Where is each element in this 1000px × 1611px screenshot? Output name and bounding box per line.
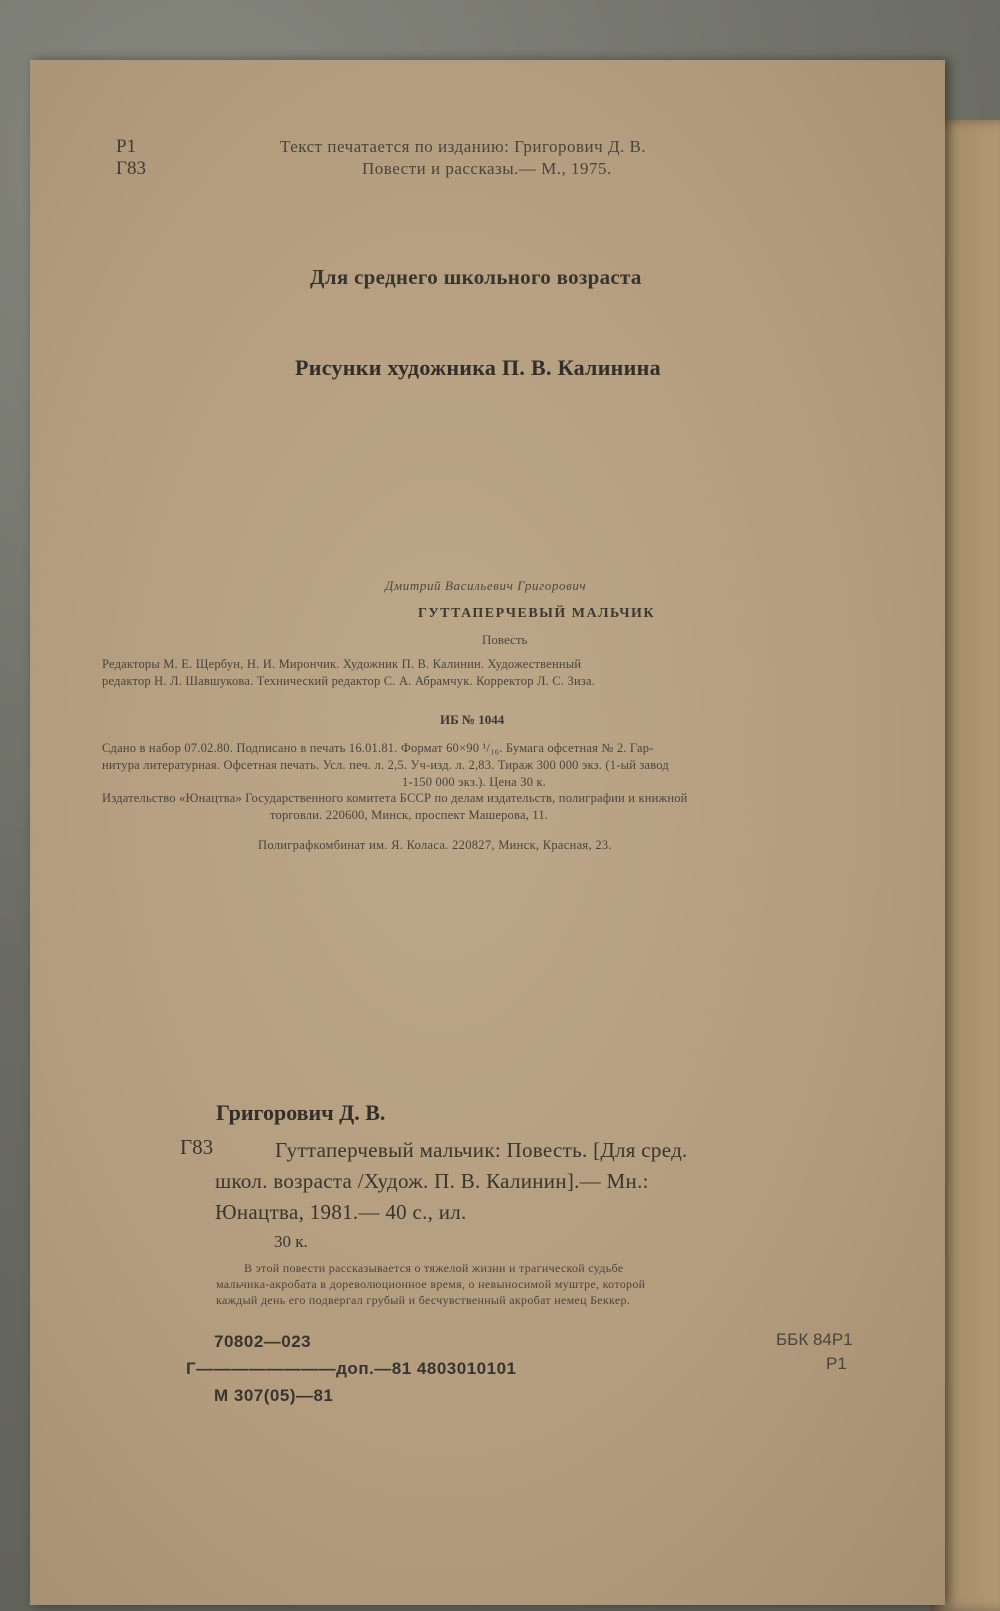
bbk-code [776,1328,853,1376]
bbk-line1: ББК 84Р1 [776,1330,853,1349]
publisher-info [102,790,688,824]
annotation-line2: мальчика-акробата в дореволюционное время, о невыносимой муштре, которой [216,1277,646,1291]
editors-line2: редактор Н. Л. Шавшукова. Технический редактор С. А. Абрамчук. Корректор Л. С. Зиза. [102,674,596,688]
catalog-author: Григорович Д. В. [216,1100,386,1125]
source-note-line1: Текст печатается по изданию: Григорович Д. В. [280,137,647,156]
catalog-annotation [216,1260,645,1308]
catalog-entry-line3: Юнацтва, 1981.— 40 с., ил. [215,1200,467,1224]
catalog-entry-line1: Гуттаперчевый мальчик: Повесть. [Для сред. [275,1138,688,1162]
book-page [30,60,945,1605]
catalog-entry [215,1135,688,1228]
classification-code [116,136,146,180]
annotation-line1: В этой повести рассказывается о тяжелой жизни и трагической судьбе [244,1261,624,1275]
imprint-title: ГУТТАПЕРЧЕВЫЙ МАЛЬЧИК [418,606,656,621]
catalog-entry-line2: школ. возраста /Худож. П. В. Калинин].— Мн.: [215,1169,649,1193]
print-line1: Сдано в набор 07.02.80. Подписано в печать 16.01.81. Формат 60×90 ¹/₁₆. Бумага офсетная № 2. Гар- [102,741,654,755]
editors-line1: Редакторы М. Е. Щербун, Н. И. Мирончик. Художник П. В. Калинин. Художественный [102,657,582,671]
codes-line1: 70802—023 [214,1332,312,1351]
publication-codes [186,1328,516,1409]
publisher-line1: Издательство «Юнацтва» Государственного комитета БССР по делам издательств, полиграфии и книжной [102,791,688,805]
annotation-line3: каждый день его подвергал грубый и бесчувственный акробат немец Беккер. [216,1293,631,1307]
imprint-genre: Повесть [482,632,528,647]
classification-code-line1: Р1 [116,136,137,157]
age-group: Для среднего школьного возраста [310,265,642,289]
catalog-code: Г83 [180,1135,214,1159]
source-note [280,136,646,180]
source-note-line2: Повести и рассказы.— М., 1975. [362,159,612,178]
ib-number: ИБ № 1044 [440,712,505,727]
classification-code-line2: Г83 [116,158,146,179]
publisher-line2: торговли. 220600, Минск, проспект Машерова, 11. [270,808,549,822]
codes-line3: М 307(05)—81 [214,1386,334,1405]
printer-info: Полиграфкомбинат им. Я. Коласа. 220827, Минск, Красная, 23. [258,838,612,852]
print-line2: нитура литературная. Офсетная печать. Усл. печ. л. 2,5. Уч-изд. л. 2,83. Тираж 300 000 экз. (1-ый завод [102,758,669,772]
bbk-line2: Р1 [826,1354,847,1373]
illustrator-line: Рисунки художника П. В. Калинина [295,355,661,380]
editors-credits [102,656,595,690]
imprint-author: Дмитрий Васильевич Григорович [385,578,587,593]
catalog-price: 30 к. [274,1232,308,1251]
print-line3: 1-150 000 экз.). Цена 30 к. [402,775,547,789]
print-data [102,740,669,791]
codes-line2: Г————————доп.—81 4803010101 [186,1359,517,1378]
